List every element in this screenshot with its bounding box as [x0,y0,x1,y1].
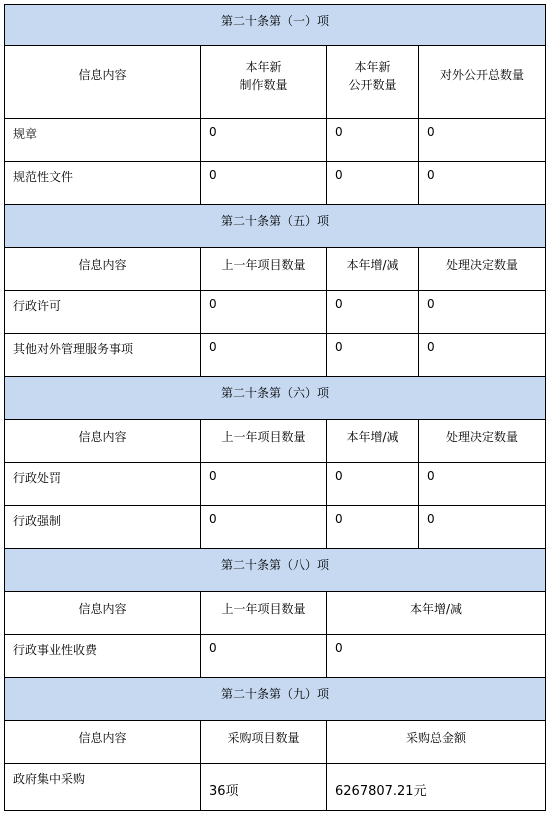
header-cell: 信息内容 [78,430,127,444]
row-value: 0 [418,119,545,161]
row-value: 0 [418,162,545,204]
header-cell: 本年新 公开数量 [326,46,418,118]
header-row [4,248,546,291]
header-row [4,420,546,463]
header-cell: 采购总金额 [326,721,545,763]
row-value: 0 [200,162,326,204]
table-row [4,334,546,377]
row-label: 规范性文件 [13,170,74,184]
row-value: 0 [418,506,545,548]
row-label: 其他对外管理服务事项 [13,342,134,356]
header-cell: 采购项目数量 [200,721,326,763]
header-row [4,721,546,764]
row-value: 0 [418,463,545,505]
row-label: 行政许可 [13,299,62,313]
header-cell: 信息内容 [78,258,127,272]
row-label: 政府集中采购 [13,772,86,786]
section-header-9 [4,678,546,721]
table-row [4,291,546,334]
row-value: 0 [326,291,418,333]
row-label: 规章 [13,127,38,141]
row-value: 0 [418,291,545,333]
table-row [4,119,546,162]
row-value: 0 [200,463,326,505]
row-value: 0 [200,334,326,376]
header-cell: 处理决定数量 [418,248,545,290]
row-value: 0 [326,334,418,376]
header-cell: 本年增/减 [326,592,545,634]
header-cell: 处理决定数量 [418,420,545,462]
header-cell: 本年新 制作数量 [200,46,326,118]
row-value: 0 [418,334,545,376]
header-row [4,592,546,635]
row-label: 行政强制 [13,514,62,528]
section-title: 第二十条第（五）项 [220,214,329,228]
table-row [4,162,546,205]
table-row [4,635,546,678]
row-value: 0 [326,506,418,548]
row-label: 行政事业性收费 [13,643,98,657]
header-cell: 信息内容 [78,731,127,745]
table-row [4,764,546,811]
row-value: 0 [200,506,326,548]
section-header-8 [4,549,546,592]
table-row [4,463,546,506]
row-value: 0 [200,635,326,677]
row-value: 0 [326,119,418,161]
header-cell: 本年增/减 [326,420,418,462]
row-value: 36项 [200,764,326,810]
section-header-1 [4,4,546,46]
section-title: 第二十条第（九）项 [220,687,329,701]
header-cell: 信息内容 [78,68,127,82]
row-value: 0 [326,635,545,677]
header-cell: 信息内容 [78,602,127,616]
section-title: 第二十条第（一）项 [220,14,329,28]
header-row [4,46,546,119]
row-value: 0 [326,162,418,204]
row-value: 0 [200,291,326,333]
header-cell: 上一年项目数量 [200,592,326,634]
disclosure-table [4,4,546,811]
header-cell: 上一年项目数量 [200,248,326,290]
section-title: 第二十条第（六）项 [220,386,329,400]
header-cell: 本年增/减 [326,248,418,290]
row-value: 0 [326,463,418,505]
section-header-5 [4,205,546,248]
row-label: 行政处罚 [13,471,62,485]
table-row [4,506,546,549]
row-value: 6267807.21元 [326,764,545,810]
section-header-6 [4,377,546,420]
row-value: 0 [200,119,326,161]
header-cell: 上一年项目数量 [200,420,326,462]
header-cell: 对外公开总数量 [418,46,545,118]
section-title: 第二十条第（八）项 [220,558,329,572]
